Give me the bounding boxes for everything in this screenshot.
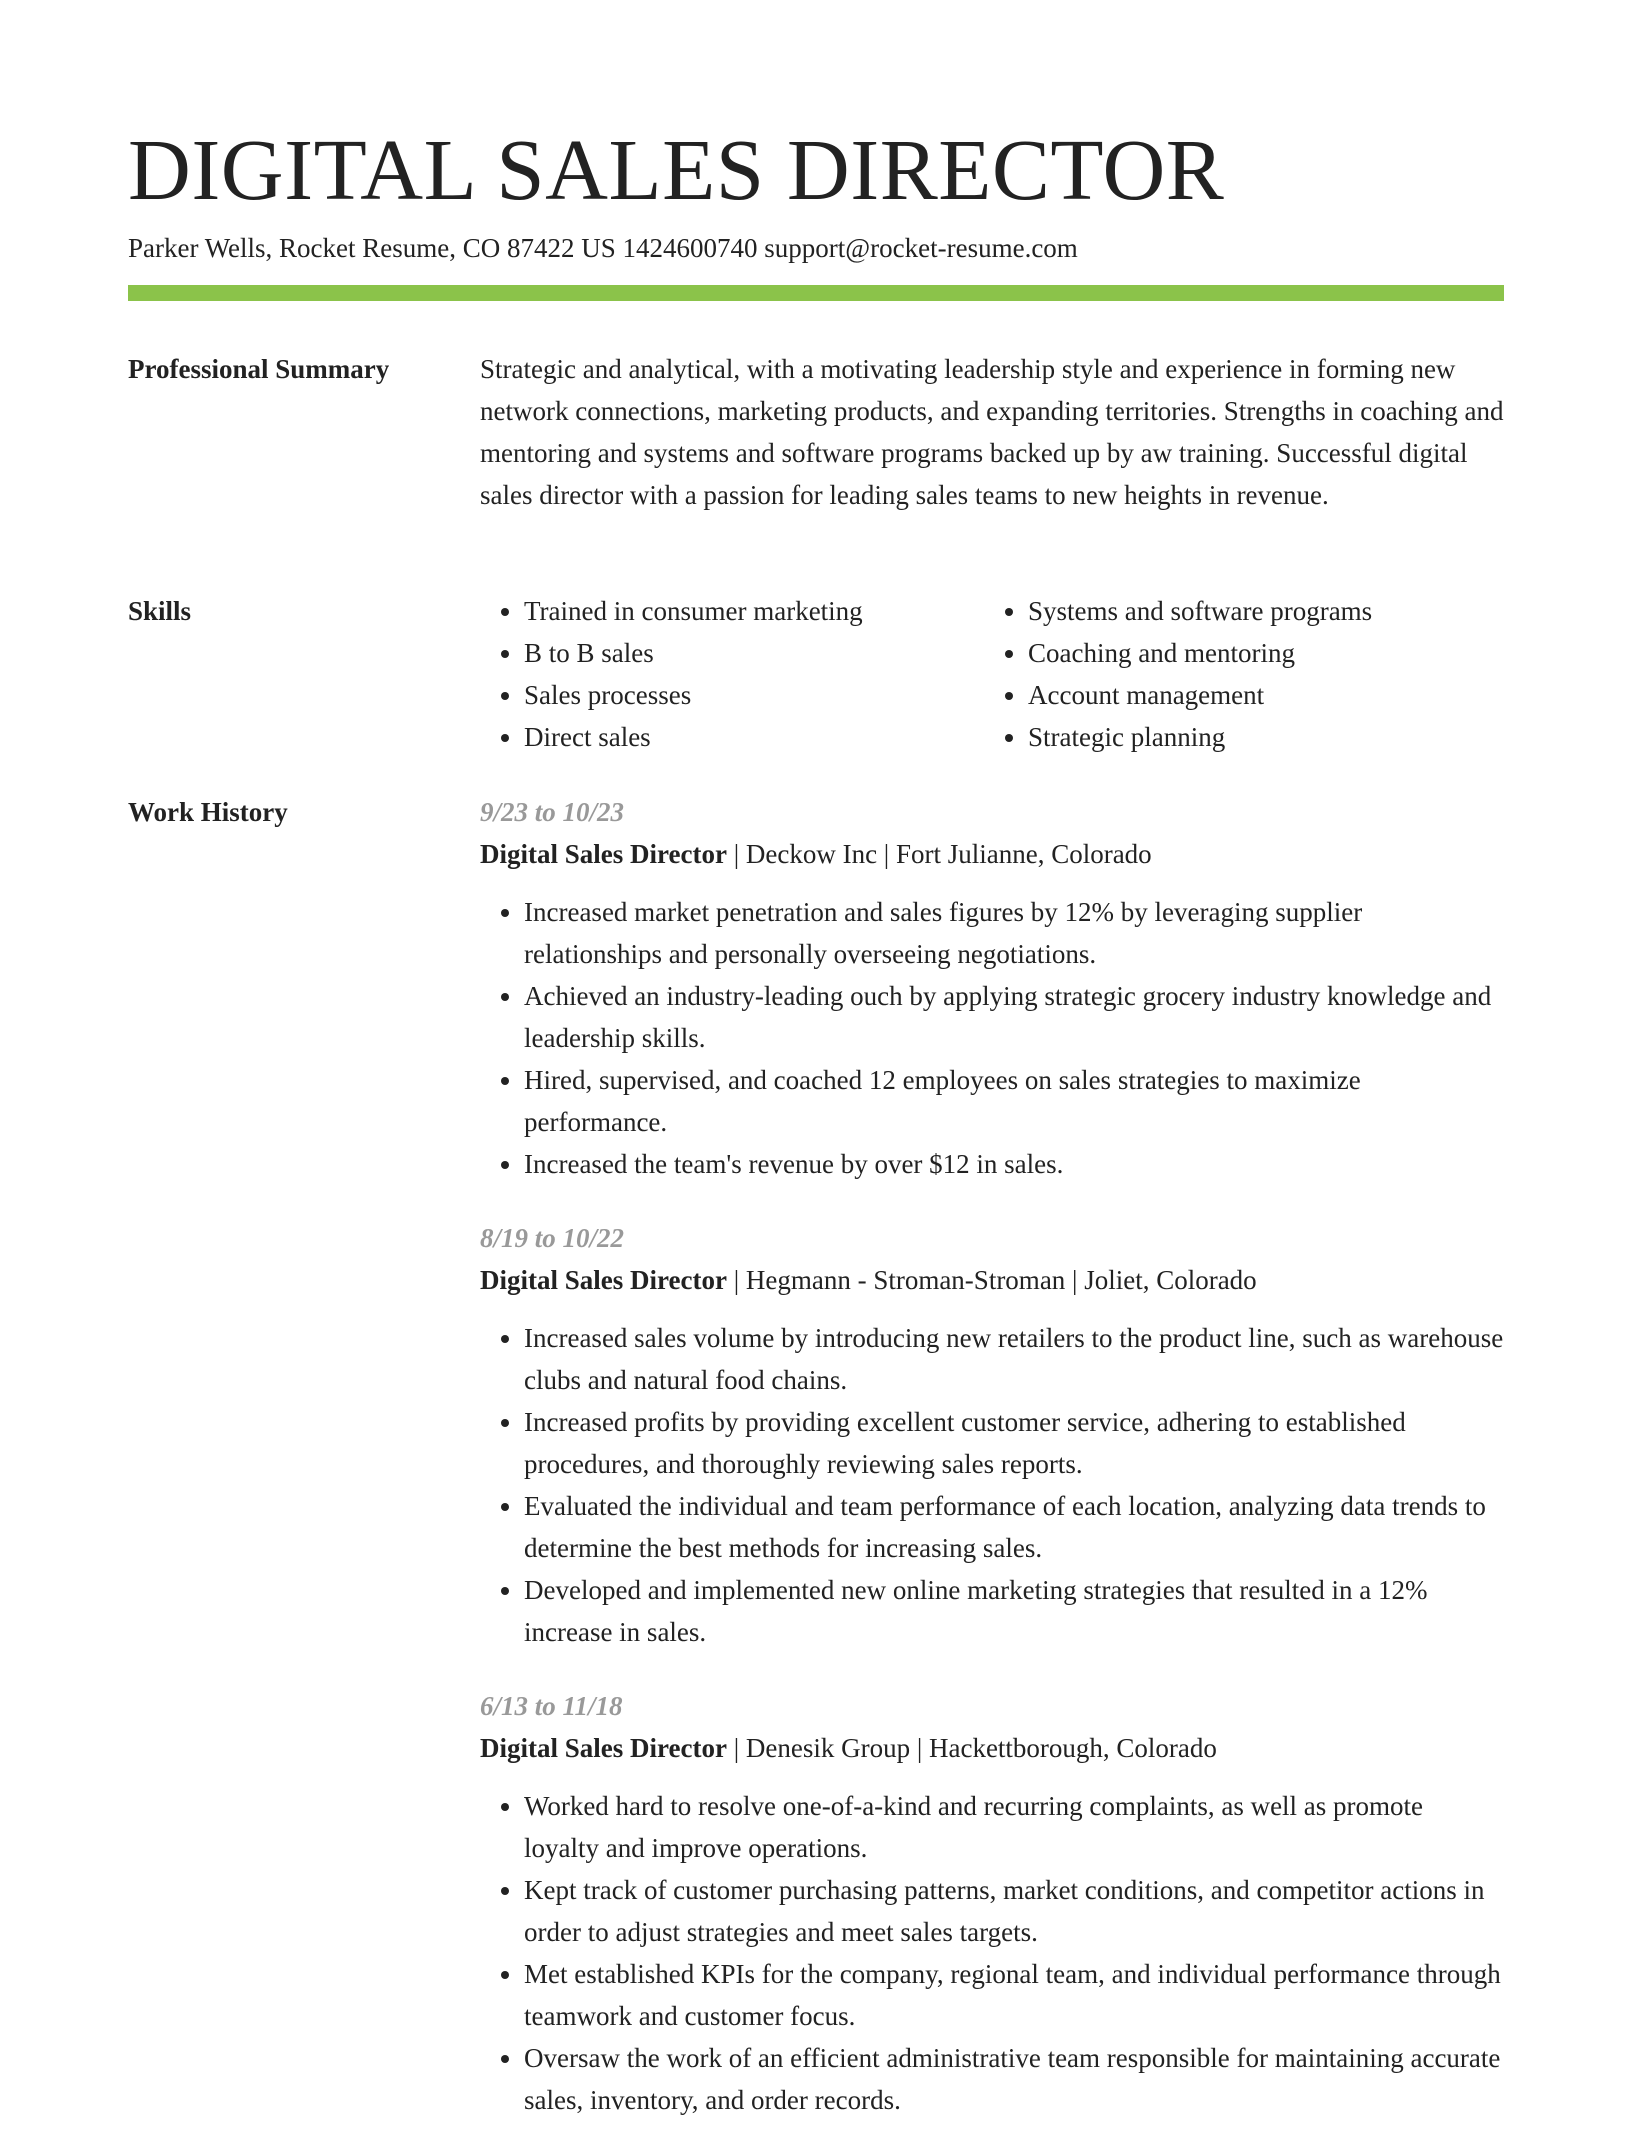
skill-item: • Sales processes [524,674,984,716]
job-title: Digital Sales Director [480,1265,727,1295]
skill-item: • Direct sales [524,716,984,758]
skill-item: • Coaching and mentoring [1028,632,1488,674]
job-details: | Deckow Inc | Fort Julianne, Colorado [726,839,1152,869]
job-bullet: • Evaluated the individual and team performance of each location, analyzing data trends to determine the best methods for increasing sales. [524,1485,1504,1569]
job-entry [480,1685,1504,2121]
job-bullet: • Met established KPIs for the company, regional team, and individual performance through teamwork and customer focus. [524,1953,1504,2037]
job-bullets [480,1785,1504,2121]
skills-list-left [480,590,984,758]
work-history-label: Work History [128,797,288,827]
job-bullets [480,1317,1504,1653]
job-title: Digital Sales Director [480,839,727,869]
job-bullet: • Hired, supervised, and coached 12 employees on sales strategies to maximize performance. [524,1059,1504,1143]
skills-label: Skills [128,596,192,626]
job-details: | Denesik Group | Hackettborough, Colorado [726,1733,1217,1763]
job-entry [480,791,1504,1185]
job-heading [480,1727,1504,1769]
accent-divider [128,285,1504,301]
skill-item: • Trained in consumer marketing [524,590,984,632]
skills-grid [480,590,1504,758]
job-dates: 6/13 to 11/18 [480,1691,623,1721]
job-bullet: • Developed and implemented new online marketing strategies that resulted in a 12% increase in sales. [524,1569,1504,1653]
job-bullet: • Increased sales volume by introducing new retailers to the product line, such as warehouse clubs and natural food chains. [524,1317,1504,1401]
job-title: Digital Sales Director [480,1733,727,1763]
contact-line: Parker Wells, Rocket Resume, CO 87422 US 1424600740 support@rocket-resume.com [128,233,1078,263]
summary-content [480,348,1504,516]
skill-item: • Account management [1028,674,1488,716]
job-details: | Hegmann - Stroman-Stroman | Joliet, Colorado [726,1265,1257,1295]
job-bullet: • Increased the team's revenue by over $12 in sales. [524,1143,1504,1185]
job-bullet: • Increased profits by providing excellent customer service, adhering to established procedures, and thoroughly reviewing sales reports. [524,1401,1504,1485]
resume-title: DIGITAL SALES DIRECTOR [128,121,1225,218]
job-dates: 8/19 to 10/22 [480,1223,625,1253]
skill-item: • Systems and software programs [1028,590,1488,632]
job-bullets [480,891,1504,1185]
job-bullet: • Worked hard to resolve one-of-a-kind and recurring complaints, as well as promote loyalty and improve operations. [524,1785,1504,1869]
job-bullet: • Increased market penetration and sales figures by 12% by leveraging supplier relationships and personally overseeing negotiations. [524,891,1504,975]
job-entry [480,1217,1504,1653]
job-heading [480,1259,1504,1301]
skill-item: • Strategic planning [1028,716,1488,758]
work-history-content [480,791,1504,2153]
job-dates: 9/23 to 10/23 [480,797,625,827]
skill-item: • B to B sales [524,632,984,674]
summary-text: Strategic and analytical, with a motivating leadership style and experience in forming new network connections, marketing products, and expanding territories. Strengths in coaching and mentoring and systems and software programs backed up by aw training. Successful digital sales director with a passion for leading sales teams to new heights in revenue. [480,354,1504,510]
summary-label: Professional Summary [128,354,390,384]
job-heading [480,833,1504,875]
job-bullet: • Achieved an industry-leading ouch by applying strategic grocery industry knowledge and leadership skills. [524,975,1504,1059]
job-bullet: • Kept track of customer purchasing patterns, market conditions, and competitor actions in order to adjust strategies and meet sales targets. [524,1869,1504,1953]
skills-list-right [984,590,1488,758]
job-bullet: • Oversaw the work of an efficient administrative team responsible for maintaining accurate sales, inventory, and order records. [524,2037,1504,2121]
